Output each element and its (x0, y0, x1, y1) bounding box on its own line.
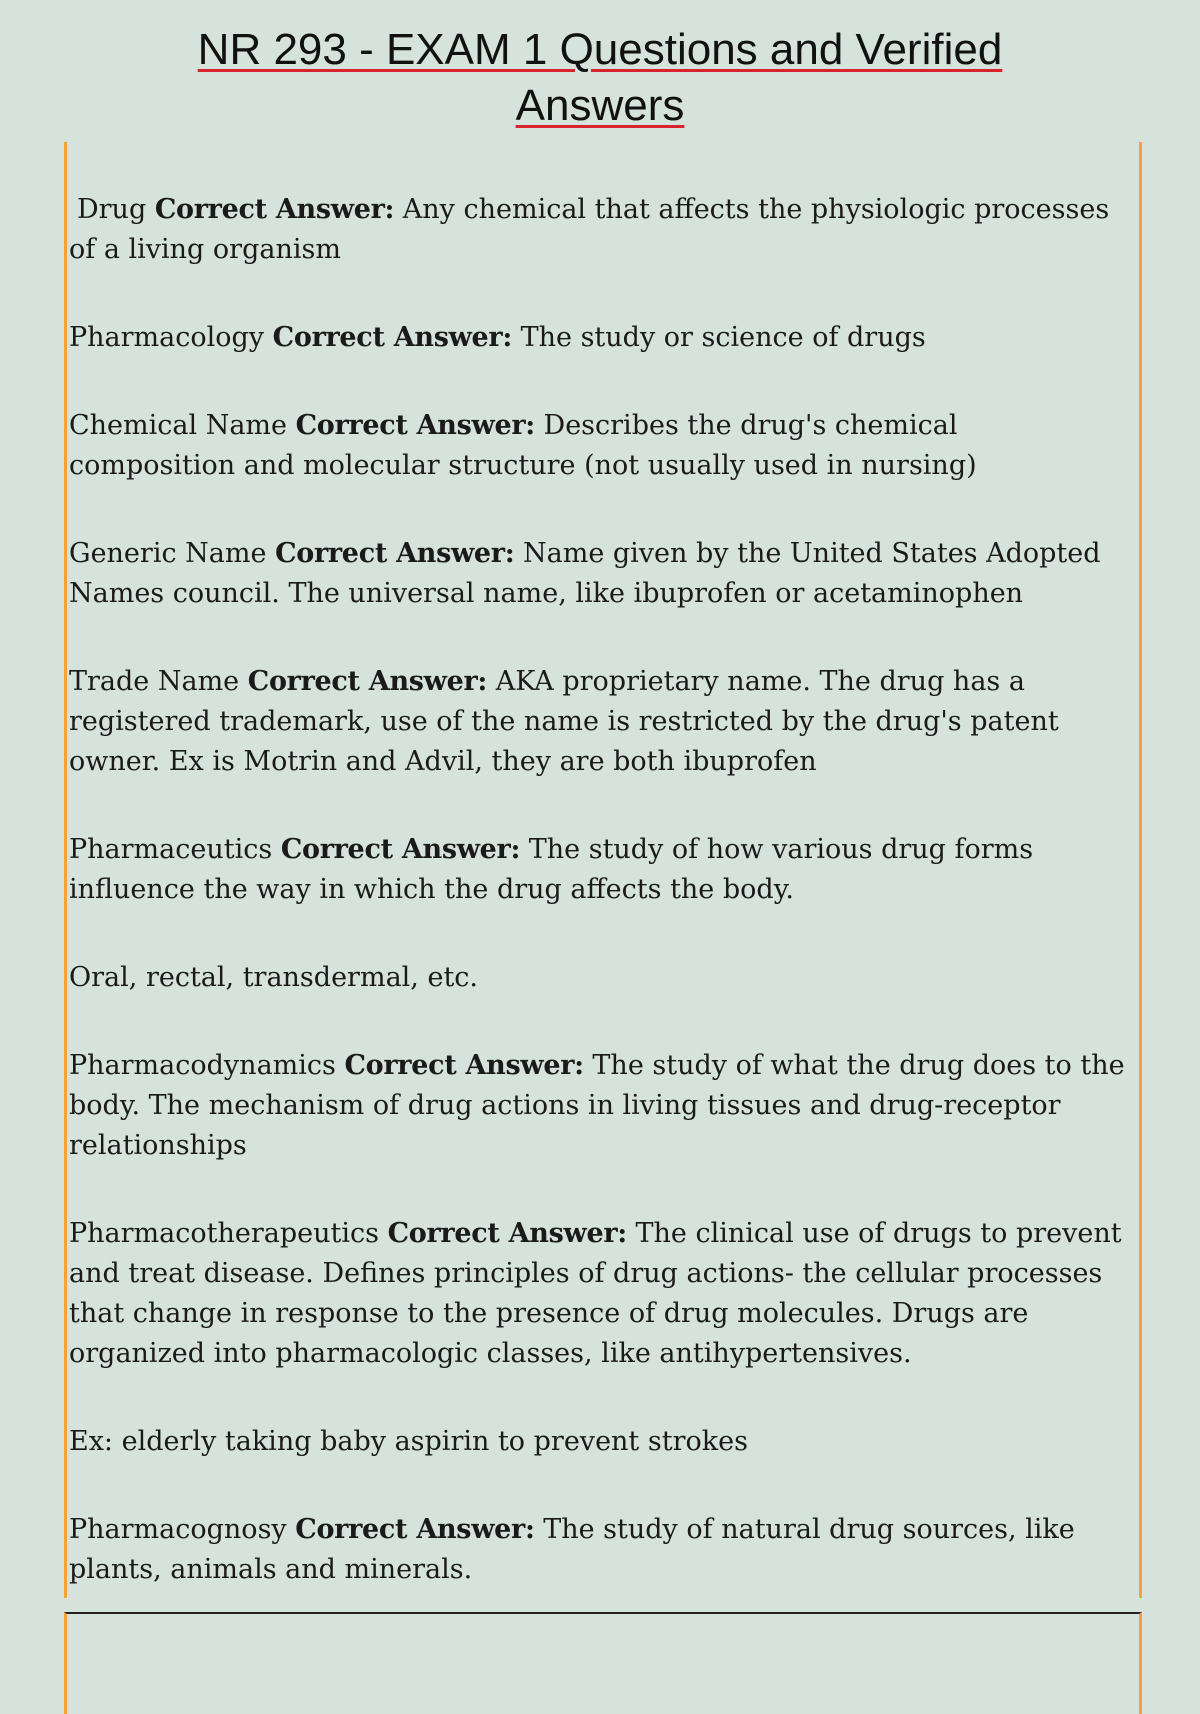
page-title (0, 22, 1200, 134)
answer-label: Correct Answer: (280, 834, 521, 865)
qa-list (69, 190, 1129, 1638)
qa-definition: The study or science of drugs (520, 322, 926, 353)
qa-entry-trade-name (69, 662, 1129, 782)
answer-label: Correct Answer: (275, 538, 515, 569)
page-title-line-1: NR 293 - EXAM 1 Questions and Verified (197, 25, 1003, 74)
qa-entry-pharmacology (69, 318, 1129, 358)
qa-entry-generic-name (69, 534, 1129, 614)
answer-label: Correct Answer: (272, 322, 513, 353)
answer-label: Correct Answer: (154, 194, 395, 225)
qa-note-routes (69, 958, 1129, 998)
qa-entry-pharmacotherapeutics (69, 1214, 1129, 1374)
qa-term: Trade Name (69, 666, 240, 697)
qa-entry-pharmaceutics (69, 830, 1129, 910)
qa-term: Generic Name (69, 538, 267, 569)
qa-term: Pharmacology (69, 322, 265, 353)
qa-note: Ex: elderly taking baby aspirin to prevent strokes (69, 1426, 748, 1457)
answer-label: Correct Answer: (295, 410, 535, 441)
qa-term: Chemical Name (69, 410, 288, 441)
qa-term: Pharmacotherapeutics (69, 1218, 379, 1249)
qa-definition: Describes the drug's chemical composition and molecular structure (not usually used in nursing) (69, 410, 977, 481)
answer-label: Correct Answer: (344, 1050, 584, 1081)
qa-note: Oral, rectal, transdermal, etc. (69, 962, 478, 993)
answer-label: Correct Answer: (247, 666, 488, 697)
qa-term: Pharmaceutics (69, 834, 273, 865)
qa-entry-pharmacognosy (69, 1510, 1129, 1590)
page-title-line-2: Answers (515, 81, 685, 130)
qa-definition: The study of natural drug sources, like plants, animals and minerals. (69, 1514, 1075, 1585)
qa-entry-pharmacodynamics (69, 1046, 1129, 1166)
qa-definition: Any chemical that affects the physiologic processes of a living organism (69, 194, 1110, 265)
qa-note-example (69, 1422, 1129, 1462)
qa-definition: The study of how various drug forms influence the way in which the drug affects the body. (69, 834, 1034, 905)
qa-definition: The clinical use of drugs to prevent and treat disease. Defines principles of drug actions- the cellular processes that change in response to the presence of drug molecules. Drugs are organized into pharmacologic classes, like antihypertensives. (69, 1218, 1122, 1369)
qa-term: Pharmacognosy (69, 1514, 287, 1545)
qa-definition: AKA proprietary name. The drug has a registered trademark, use of the name is restricted by the drug's patent owner. Ex is Motrin and Advil, they are both ibuprofen (69, 666, 1059, 777)
qa-term: Drug (77, 194, 147, 225)
qa-definition: Name given by the United States Adopted Names council. The universal name, like ibuprofen or acetaminophen (69, 538, 1101, 609)
qa-entry-drug (69, 190, 1129, 270)
qa-entry-chemical-name (69, 406, 1129, 486)
qa-term: Pharmacodynamics (69, 1050, 336, 1081)
answer-label: Correct Answer: (295, 1514, 535, 1545)
qa-definition: The study of what the drug does to the body. The mechanism of drug actions in living tissues and drug-receptor relationships (69, 1050, 1125, 1161)
answer-label: Correct Answer: (387, 1218, 627, 1249)
